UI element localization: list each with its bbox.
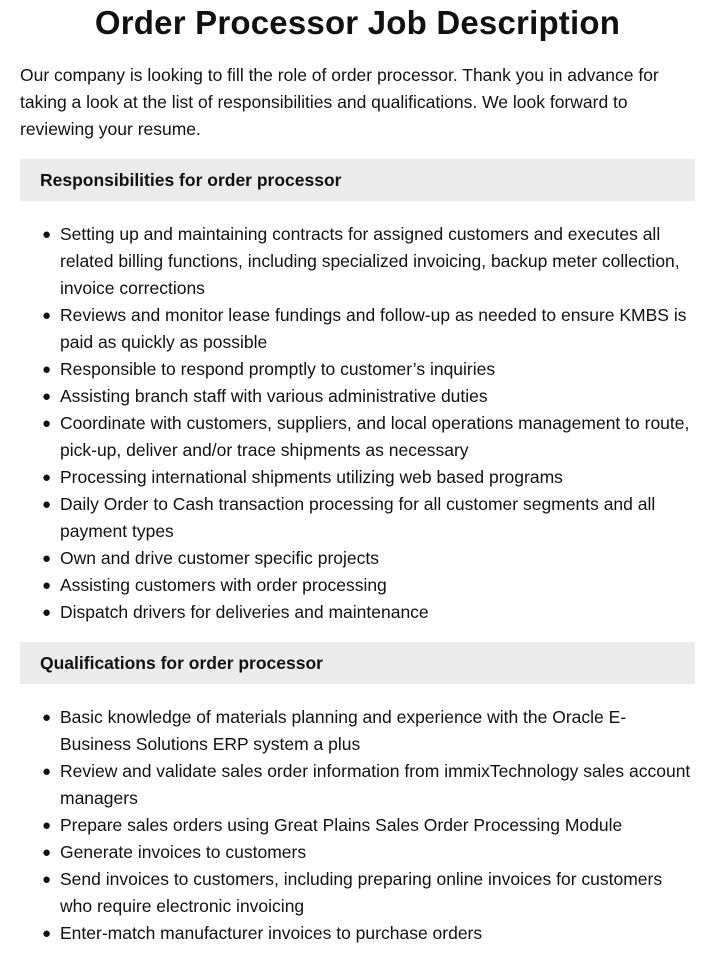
list-item-text: Reviews and monitor lease fundings and follow-up as needed to ensure KMBS is paid as quickly as possible	[60, 305, 687, 352]
list-item-text: Own and drive customer specific projects	[60, 548, 380, 568]
bullet-icon: ●	[42, 388, 52, 405]
list-item-text: Generate invoices to customers	[60, 842, 307, 862]
list-item-text: Processing international shipments utilizing web based programs	[60, 467, 563, 487]
list-item-text: Setting up and maintaining contracts for assigned customers and executes all related billing functions, including specialized invoicing, backup meter collection, invoice corrections	[60, 224, 680, 298]
bullet-icon: ●	[42, 577, 52, 594]
intro-paragraph: Our company is looking to fill the role of order processor. Thank you in advance for taking a look at the list of responsibilities and qualifications. We look forward to reviewing your resume.	[20, 65, 659, 139]
bullet-icon: ●	[42, 496, 52, 513]
list-item	[42, 356, 695, 383]
list-item	[42, 599, 695, 626]
list-item-text: Review and validate sales order information from immixTechnology sales account managers	[60, 761, 691, 808]
list-item-text: Prepare sales orders using Great Plains Sales Order Processing Module	[60, 815, 623, 835]
list-item-text: Assisting branch staff with various administrative duties	[60, 386, 488, 406]
list-item	[42, 920, 695, 947]
list-item	[42, 572, 695, 599]
bullet-icon: ●	[42, 604, 52, 621]
qualifications-list	[20, 704, 695, 947]
list-item-text: Assisting customers with order processing	[60, 575, 387, 595]
bullet-icon: ●	[42, 550, 52, 567]
list-item	[42, 221, 695, 302]
bullet-icon: ●	[42, 307, 52, 324]
list-item	[42, 464, 695, 491]
list-item-text: Basic knowledge of materials planning and experience with the Oracle E-Business Solutions ERP system a plus	[60, 707, 627, 754]
bullet-icon: ●	[42, 469, 52, 486]
bullet-icon: ●	[42, 925, 52, 942]
bullet-icon: ●	[42, 871, 52, 888]
qualifications-heading: Qualifications for order processor	[20, 642, 695, 684]
job-description-page	[20, 0, 695, 947]
list-item	[42, 383, 695, 410]
list-item-text: Dispatch drivers for deliveries and maintenance	[60, 602, 429, 622]
list-item	[42, 545, 695, 572]
list-item	[42, 839, 695, 866]
page-title: Order Processor Job Description	[94, 4, 621, 41]
list-item	[42, 866, 695, 920]
list-item-text: Coordinate with customers, suppliers, and local operations management to route, pick-up, deliver and/or trace shipments as necessary	[60, 413, 690, 460]
bullet-icon: ●	[42, 817, 52, 834]
list-item	[42, 410, 695, 464]
list-item	[42, 302, 695, 356]
bullet-icon: ●	[42, 361, 52, 378]
list-item	[42, 812, 695, 839]
responsibilities-list	[20, 221, 695, 626]
list-item	[42, 491, 695, 545]
list-item-text: Daily Order to Cash transaction processing for all customer segments and all payment types	[60, 494, 656, 541]
bullet-icon: ●	[42, 844, 52, 861]
bullet-icon: ●	[42, 226, 52, 243]
bullet-icon: ●	[42, 763, 52, 780]
list-item-text: Send invoices to customers, including preparing online invoices for customers who require electronic invoicing	[60, 869, 663, 916]
list-item	[42, 758, 695, 812]
bullet-icon: ●	[42, 415, 52, 432]
list-item	[42, 704, 695, 758]
bullet-icon: ●	[42, 709, 52, 726]
list-item-text: Responsible to respond promptly to customer’s inquiries	[60, 359, 496, 379]
responsibilities-heading: Responsibilities for order processor	[20, 159, 695, 201]
list-item-text: Enter-match manufacturer invoices to purchase orders	[60, 923, 483, 943]
